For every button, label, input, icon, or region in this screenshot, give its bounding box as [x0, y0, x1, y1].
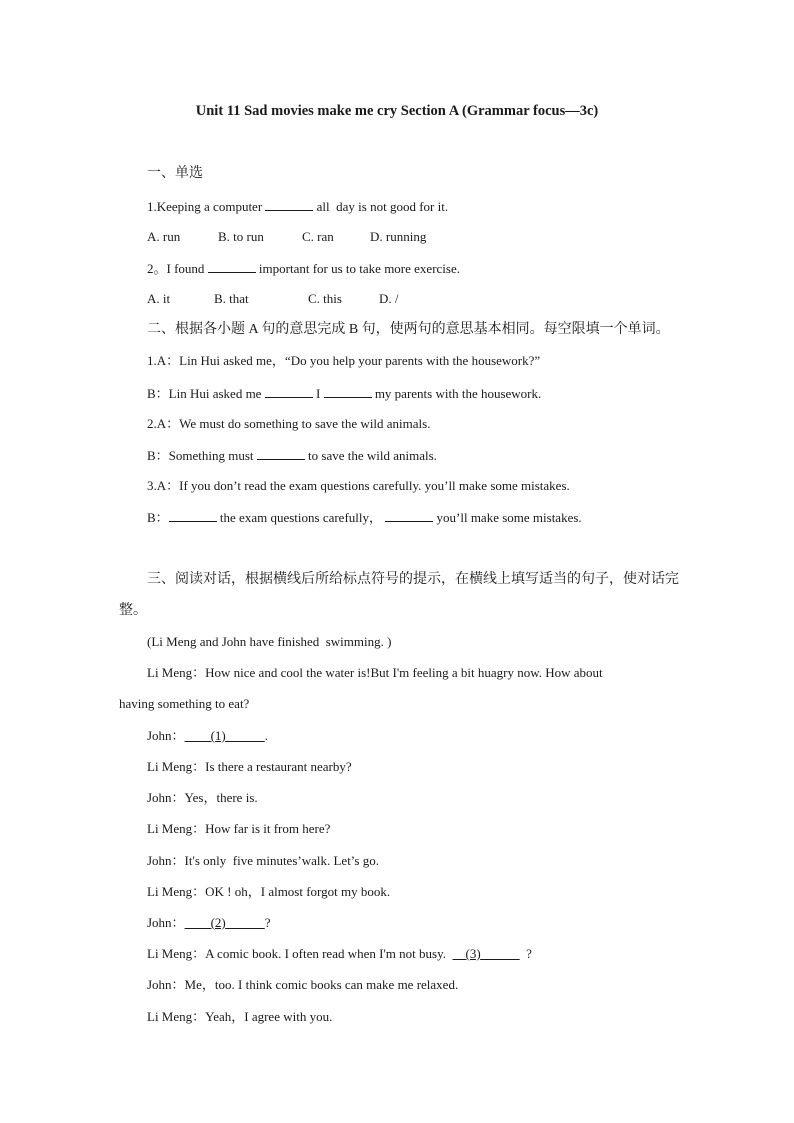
q2-option-d: D. / [379, 291, 399, 306]
q2-options [147, 290, 399, 308]
dialogue-line-4: John：Yes，there is. [147, 790, 258, 805]
section1-heading: 一、单选 [147, 166, 203, 181]
s2-item2-b-part2: to save the wild animals. [308, 448, 437, 463]
dialogue-blank-2 [185, 915, 265, 930]
dialogue-line-11: Li Meng：Yeah，I agree with you. [147, 1009, 333, 1024]
q2-blank [208, 259, 256, 273]
dialogue-line-7: Li Meng：OK ! oh，I almost forgot my book. [147, 884, 391, 899]
john-1-end: . [264, 728, 268, 743]
dialogue-line-1: Li Meng：How nice and cool the water is!But I'm feeling a bit huagry now. How about [147, 665, 603, 680]
s2-item1-b-part2: I [315, 386, 321, 401]
line-9-end: ? [526, 946, 532, 961]
s2-item3-b-part2: the exam questions carefully， [219, 510, 383, 525]
s2-item1-b-part3: my parents with the housework. [374, 386, 542, 401]
dialogue-line-10: John：Me，too. I think comic books can make me relaxed. [147, 977, 459, 992]
s2-item1-a: 1.A：Lin Hui asked me，“Do you help your parents with the housework?” [147, 353, 541, 368]
q1-stem-after: all day is not good for it. [316, 199, 449, 214]
q2-option-c: C. this [308, 291, 342, 306]
q1-stem [147, 197, 448, 216]
s2-item1-b-part1: B：Lin Hui asked me [147, 386, 262, 401]
john-2-end: ? [264, 915, 271, 930]
section3-heading-line2: 整。 [119, 603, 147, 618]
dialogue-line-1-cont: having something to eat? [119, 696, 250, 711]
dialogue-john-1 [147, 727, 268, 745]
section2-heading: 二、根据各小题 A 句的意思完成 B 句，使两句的意思基本相同。每空限填一个单词。 [147, 322, 670, 337]
s2-item3-a: 3.A：If you don’t read the exam questions carefully. you’ll make some mistakes. [147, 478, 570, 493]
dialogue-blank-1 [185, 728, 265, 743]
s2-item2-b-part1: B：Something must [147, 448, 254, 463]
s2-item3-blank1 [169, 508, 217, 522]
s2-item1-blank2 [324, 384, 372, 398]
dialogue-intro: (Li Meng and John have finished swimming. ) [147, 634, 392, 649]
s2-item2-blank [257, 446, 305, 460]
dialogue-line-9 [147, 945, 532, 963]
q1-blank [265, 197, 313, 211]
q1-option-b: B. to run [218, 229, 264, 244]
s2-item3-b [147, 508, 582, 527]
section3-heading-line1: 三、阅读对话，根据横线后所给标点符号的提示，在横线上填写适当的句子，使对话完 [147, 572, 679, 587]
blank-2-number: (2) [210, 915, 226, 930]
q1-option-c: C. ran [302, 229, 334, 244]
q2-option-a: A. it [147, 291, 171, 306]
s2-item1-blank1 [265, 384, 313, 398]
line-9-text: Li Meng：A comic book. I often read when I'm not busy. [147, 946, 446, 961]
q1-stem-before: 1.Keeping a computer [147, 199, 263, 214]
q1-option-d: D. running [370, 229, 427, 244]
s2-item2-a: 2.A：We must do something to save the wild animals. [147, 416, 431, 431]
s2-item1-b [147, 384, 541, 403]
dialogue-line-6: John：It's only five minutes’walk. Let’s go. [147, 853, 379, 868]
q1-option-a: A. run [147, 229, 181, 244]
q2-stem [147, 259, 460, 278]
q1-options [147, 228, 426, 246]
dialogue-blank-3 [453, 946, 520, 961]
blank-3-number: (3) [465, 946, 481, 961]
s2-item2-b [147, 446, 437, 465]
q2-stem-after: important for us to take more exercise. [258, 261, 460, 276]
worksheet-title: Unit 11 Sad movies make me cry Section A (Grammar focus—3c) [195, 103, 599, 119]
s2-item3-b-part1: B： [147, 510, 169, 525]
john-label: John： [147, 728, 185, 743]
q2-stem-before: 2。I found [147, 261, 205, 276]
dialogue-line-5: Li Meng：How far is it from here? [147, 821, 331, 836]
dialogue-john-2 [147, 914, 271, 932]
dialogue-line-3: Li Meng：Is there a restaurant nearby? [147, 759, 352, 774]
q2-option-b: B. that [214, 291, 249, 306]
s2-item3-b-part3: you’ll make some mistakes. [436, 510, 582, 525]
blank-1-number: (1) [210, 728, 226, 743]
john-label-2: John： [147, 915, 185, 930]
s2-item3-blank2 [385, 508, 433, 522]
